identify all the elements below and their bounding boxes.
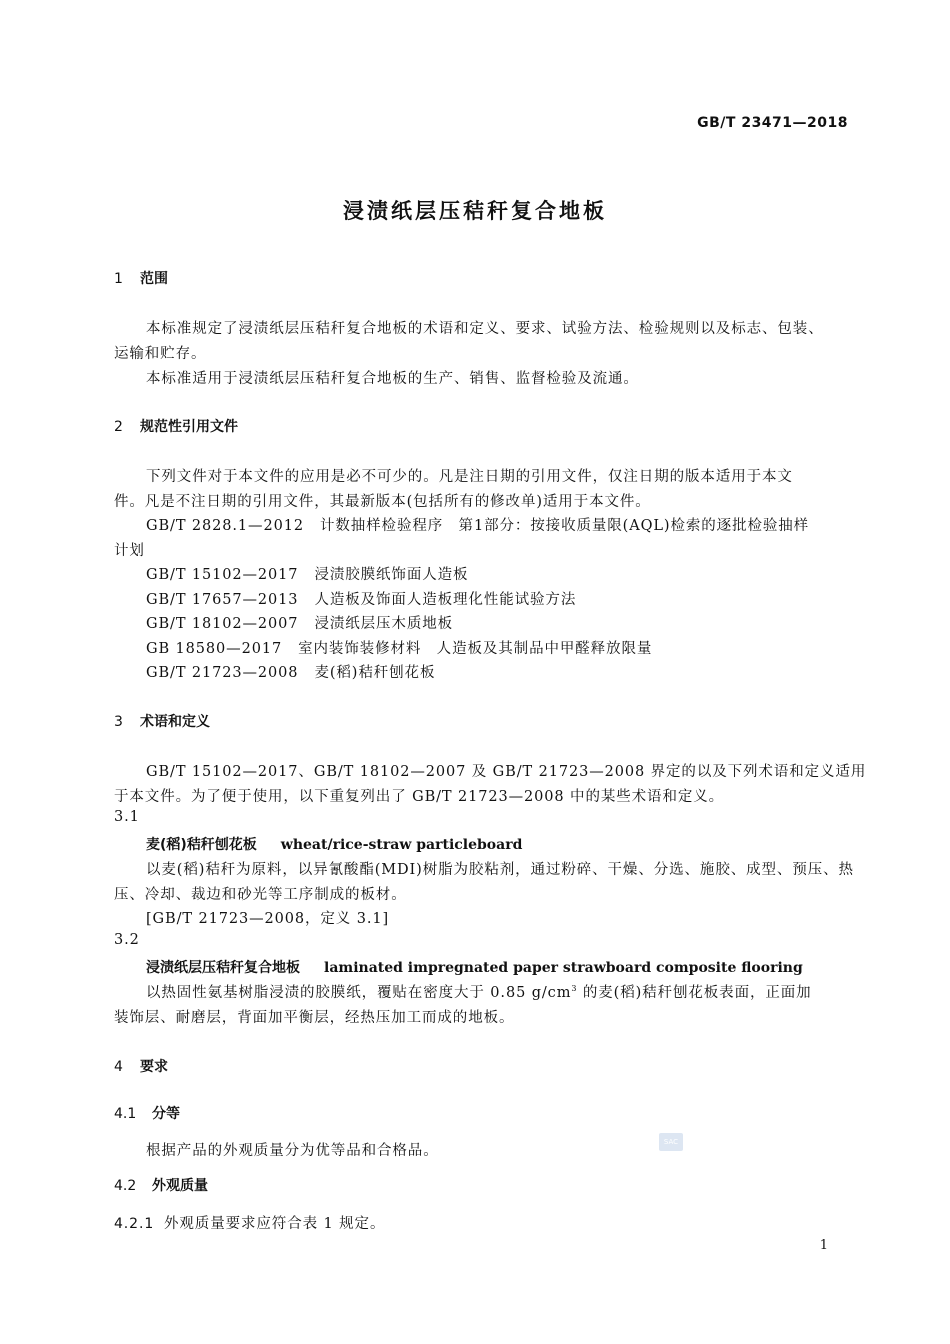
clause-text: 外观质量要求应符合表 1 规定。 (164, 1216, 386, 1232)
superscript: 3 (571, 984, 578, 994)
section-title: 范围 (140, 271, 168, 287)
paragraph-line: 下列文件对于本文件的应用是必不可少的。凡是注日期的引用文件，仅注日期的版本适用于本文 (146, 469, 793, 485)
term-number: 3.1 (114, 809, 140, 825)
section-number: 1 (114, 271, 123, 287)
term-definition-line: 以麦(稻)秸秆为原料，以异氰酸酯(MDI)树脂为胶粘剂，通过粉碎、干燥、分选、施胶、成型、预压、热 (146, 862, 854, 878)
section-number: 4 (114, 1059, 123, 1075)
section-title: 规范性引用文件 (140, 419, 238, 435)
paragraph-line: GB/T 15102—2017、GB/T 18102—2007 及 GB/T 21723—2008 界定的以及下列术语和定义适用 (146, 764, 867, 780)
definition-text: 的麦(稻)秸秆刨花板表面，正面加 (577, 985, 812, 1001)
section-title: 术语和定义 (140, 714, 210, 730)
term-zh: 浸渍纸层压秸秆复合地板 (146, 960, 300, 976)
document-title: 浸渍纸层压秸秆复合地板 (343, 199, 607, 223)
reference-title: 人造板及饰面人造板理化性能试验方法 (314, 592, 577, 608)
standard-code: GB/T 23471—2018 (697, 115, 848, 131)
reference-code: GB/T 21723—2008 (146, 665, 299, 681)
subsection-4-2-heading (114, 1175, 208, 1195)
reference-code: GB 18580—2017 (146, 641, 283, 657)
term-number: 3.2 (114, 932, 140, 948)
section-title: 外观质量 (152, 1178, 208, 1194)
section-1-heading (114, 268, 168, 288)
sac-watermark: SAC (659, 1133, 683, 1151)
clause-4-2-1 (114, 1212, 385, 1233)
reference-continuation: 计划 (114, 543, 145, 559)
term-heading (146, 834, 522, 854)
clause-number: 4.2.1 (114, 1216, 155, 1232)
section-number: 3 (114, 714, 123, 730)
section-2-heading (114, 416, 238, 436)
paragraph-line: 本标准适用于浸渍纸层压秸秆复合地板的生产、销售、监督检验及流通。 (146, 371, 639, 387)
section-4-heading (114, 1056, 168, 1076)
reference-title: 室内装饰装修材料 人造板及其制品中甲醛释放限量 (298, 641, 653, 657)
reference-code: GB/T 18102—2007 (146, 616, 299, 632)
normative-reference (146, 514, 809, 535)
term-heading (146, 957, 803, 977)
term-zh: 麦(稻)秸秆刨花板 (146, 837, 257, 853)
definition-text: 以热固性氨基树脂浸渍的胶膜纸，覆贴在密度大于 0.85 g/cm (146, 985, 572, 1001)
term-en: laminated impregnated paper strawboard composite flooring (324, 960, 803, 976)
reference-code: GB/T 15102—2017 (146, 567, 299, 583)
term-definition-line (146, 981, 812, 1002)
section-number: 4.2 (114, 1178, 137, 1194)
reference-title: 浸渍纸层压木质地板 (314, 616, 454, 632)
reference-code: GB/T 17657—2013 (146, 592, 299, 608)
paragraph-line: 运输和贮存。 (114, 346, 207, 362)
section-title: 要求 (140, 1059, 168, 1075)
subsection-4-1-heading (114, 1103, 180, 1123)
section-title: 分等 (152, 1106, 180, 1122)
reference-title: 浸渍胶膜纸饰面人造板 (314, 567, 469, 583)
section-number: 4.1 (114, 1106, 137, 1122)
term-definition-line: 压、冷却、裁边和砂光等工序制成的板材。 (114, 887, 407, 903)
normative-reference (146, 661, 435, 682)
reference-code: GB/T 2828.1—2012 (146, 518, 304, 534)
reference-title: 麦(稻)秸秆刨花板 (314, 665, 436, 681)
normative-reference (146, 563, 468, 584)
term-en: wheat/rice-straw particleboard (280, 837, 523, 853)
paragraph-line: 于本文件。为了便于使用，以下重复列出了 GB/T 21723—2008 中的某些术语和定义。 (114, 789, 725, 805)
normative-reference (146, 588, 576, 609)
paragraph-line: 件。凡是不注日期的引用文件，其最新版本(包括所有的修改单)适用于本文件。 (114, 494, 651, 510)
reference-title: 计数抽样检验程序 第1部分：按接收质量限(AQL)检索的逐批检验抽样 (319, 518, 810, 534)
section-number: 2 (114, 419, 123, 435)
normative-reference (146, 612, 453, 633)
paragraph-line: 本标准规定了浸渍纸层压秸秆复合地板的术语和定义、要求、试验方法、检验规则以及标志、包装、 (146, 321, 824, 337)
term-definition-line: 装饰层、耐磨层，背面加平衡层，经热压加工而成的地板。 (114, 1010, 515, 1026)
term-source: [GB/T 21723—2008，定义 3.1] (146, 911, 390, 927)
page-number: 1 (819, 1238, 828, 1253)
paragraph-line: 根据产品的外观质量分为优等品和合格品。 (146, 1143, 439, 1159)
section-3-heading (114, 711, 210, 731)
normative-reference (146, 637, 652, 658)
